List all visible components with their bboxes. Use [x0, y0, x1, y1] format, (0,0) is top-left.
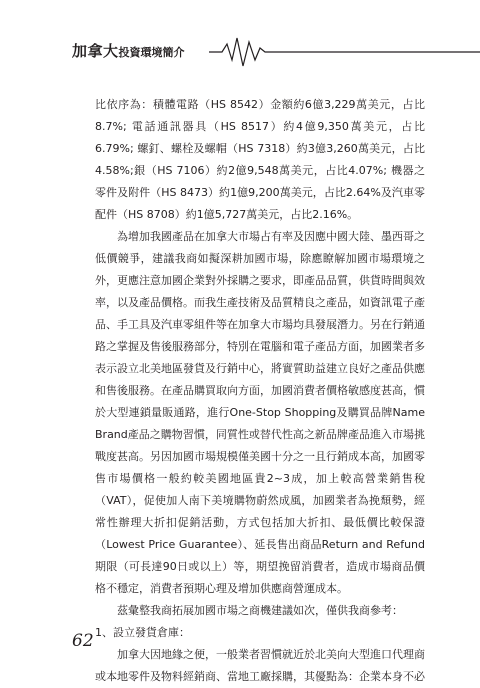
paragraph-opportunities-intro: 茲彙整我商拓展加國市場之商機建議如次，僅供我商參考： [117, 604, 403, 617]
header-title [72, 40, 185, 61]
header-title-sub: 投資環境簡介 [118, 46, 185, 59]
paragraph-warehouse: 加拿大因地緣之便，一般業者習慣就近於北美向大型進口代理商或本地零件及物料經銷商、當地工廠採購，其優點為：企業本身不必 [95, 648, 425, 683]
header-title-main: 加拿大 [72, 42, 119, 60]
running-header [72, 30, 480, 74]
paragraph-market-advice: 為增加我國產品在加拿大市場占有率及因應中國大陸、墨西哥之低價競爭，建議我商如擬深耕加國市場，除應瞭解加國市場環境之外，更應注意加國企業對外採購之要求，即產品品質，供貨時間與效率，以及產品價格。而我生產技術及品質精良之產品，如資訊電子產品、手工具及汽車零組件等在加拿大市場均具發展潛力。另在行銷通路之掌握及售後服務部分，特別在電腦和電子產品方面，加國業者多表示設立北美地區發貨及行銷中心，將實質助益建立良好之產品供應和售後服務。在產品購買取向方面，加國消費者價格敏感度甚高，慣於大型連鎖量販通路，進行One-Stop Shopping及購買品牌Name Brand產品之購物習慣，同質性或替代性高之新品牌產品進入市場挑戰度甚高。另因加國市場規模僅美國十分之一且行銷成本高，加國零售市場價格一般約較美國地區貴2~3成，加上較高營業銷售稅（VAT），促使加人南下美境購物蔚然成風，加國業者為挽頹勢，經常性辦理大折扣促銷活動，方式包括加大折扣、最低價比較保證（Lowest Price Guarantee）、延長售出商品Return and Refund期限（可長達90日或以上）等，期望挽留消費者，造成市場商品價格不穩定，消費者預期心理及增加供應商營運成本。 [95, 230, 425, 595]
body-text [95, 94, 425, 688]
page-number: 62 [72, 631, 94, 651]
paragraph-trade-stats: 比依序為：積體電路（HS 8542）金額約6億3,229萬美元，占比8.7%; 電話通訊器具（HS 8517）約4億9,350萬美元，占比6.79%; 螺釘、螺栓及螺帽（HS 7318）約3億3,260萬美元，占比4.58%;銀（HS 7106）約2億9,548萬美元，占比4.07%; 機器之零件及附件（HS 8473）約1億9,200萬美元，占比2.64%及汽車零配件（HS 8708）約1億5,727萬美元，占比2.16%。 [95, 98, 425, 221]
list-item-warehouse: 1、設立發貨倉庫： [95, 626, 190, 639]
